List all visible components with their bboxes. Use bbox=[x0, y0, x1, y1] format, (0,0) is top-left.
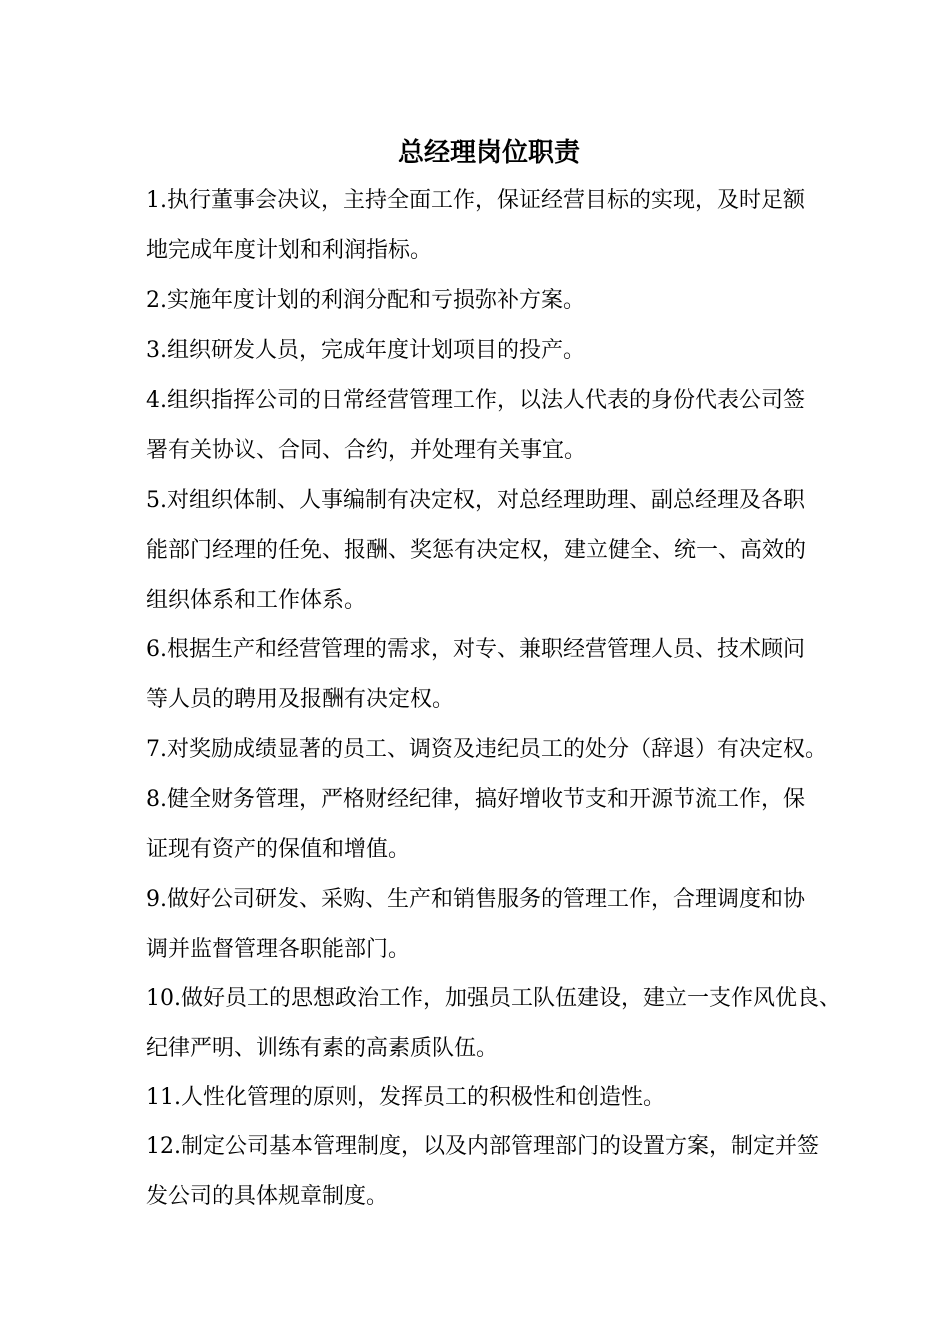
duty-item-5-line-2: 能部门经理的任免、报酬、奖惩有决定权，建立健全、统一、高效的 bbox=[146, 538, 807, 563]
document-title: 总经理岗位职责 bbox=[397, 138, 580, 168]
duty-item-1-line-1: 1.执行董事会决议，主持全面工作，保证经营目标的实现，及时足额 bbox=[146, 188, 805, 213]
duty-item-4-line-2: 署有关协议、合同、合约，并处理有关事宜。 bbox=[146, 438, 587, 463]
duty-item-10-line-2: 纪律严明、训练有素的高素质队伍。 bbox=[146, 1036, 499, 1061]
duty-item-10 bbox=[146, 974, 846, 1074]
duty-item-5-line-3: 组织体系和工作体系。 bbox=[146, 588, 367, 613]
duty-item-11-line-1: 11.人性化管理的原则，发挥员工的积极性和创造性。 bbox=[146, 1085, 665, 1110]
duty-item-3 bbox=[146, 326, 846, 376]
duty-item-4-line-1: 4.组织指挥公司的日常经营管理工作，以法人代表的身份代表公司签 bbox=[146, 388, 805, 413]
duty-item-7-line-1: 7.对奖励成绩显著的员工、调资及违纪员工的处分（辞退）有决定权。 bbox=[146, 737, 827, 762]
duty-item-2 bbox=[146, 276, 846, 326]
duty-item-9-line-1: 9.做好公司研发、采购、生产和销售服务的管理工作，合理调度和协 bbox=[146, 887, 805, 912]
duty-item-6-line-1: 6.根据生产和经营管理的需求，对专、兼职经营管理人员、技术顾问 bbox=[146, 637, 805, 662]
duty-item-1 bbox=[146, 176, 846, 276]
duty-item-1-line-2: 地完成年度计划和利润指标。 bbox=[146, 238, 433, 263]
duty-item-4 bbox=[146, 376, 846, 476]
duty-item-5 bbox=[146, 476, 846, 626]
duty-item-2-line-1: 2.实施年度计划的利润分配和亏损弥补方案。 bbox=[146, 288, 585, 313]
duty-item-8 bbox=[146, 775, 846, 875]
duty-item-6 bbox=[146, 625, 846, 725]
duty-item-12-line-1: 12.制定公司基本管理制度，以及内部管理部门的设置方案，制定并签 bbox=[146, 1134, 819, 1159]
duty-item-8-line-2: 证现有资产的保值和增值。 bbox=[146, 837, 411, 862]
duty-item-12-line-2: 发公司的具体规章制度。 bbox=[146, 1184, 389, 1209]
duty-item-6-line-2: 等人员的聘用及报酬有决定权。 bbox=[146, 687, 455, 712]
duty-item-9 bbox=[146, 875, 846, 975]
duty-item-5-line-1: 5.对组织体制、人事编制有决定权，对总经理助理、副总经理及各职 bbox=[146, 488, 805, 513]
duty-item-7 bbox=[146, 725, 846, 775]
duty-item-3-line-1: 3.组织研发人员，完成年度计划项目的投产。 bbox=[146, 338, 585, 363]
duty-item-12 bbox=[146, 1122, 846, 1222]
duty-item-10-line-1: 10.做好员工的思想政治工作，加强员工队伍建设，建立一支作风优良、 bbox=[146, 986, 841, 1011]
duty-item-8-line-1: 8.健全财务管理，严格财经纪律，搞好增收节支和开源节流工作，保 bbox=[146, 787, 805, 812]
duty-item-9-line-2: 调并监督管理各职能部门。 bbox=[146, 937, 411, 962]
duty-item-11 bbox=[146, 1073, 846, 1123]
